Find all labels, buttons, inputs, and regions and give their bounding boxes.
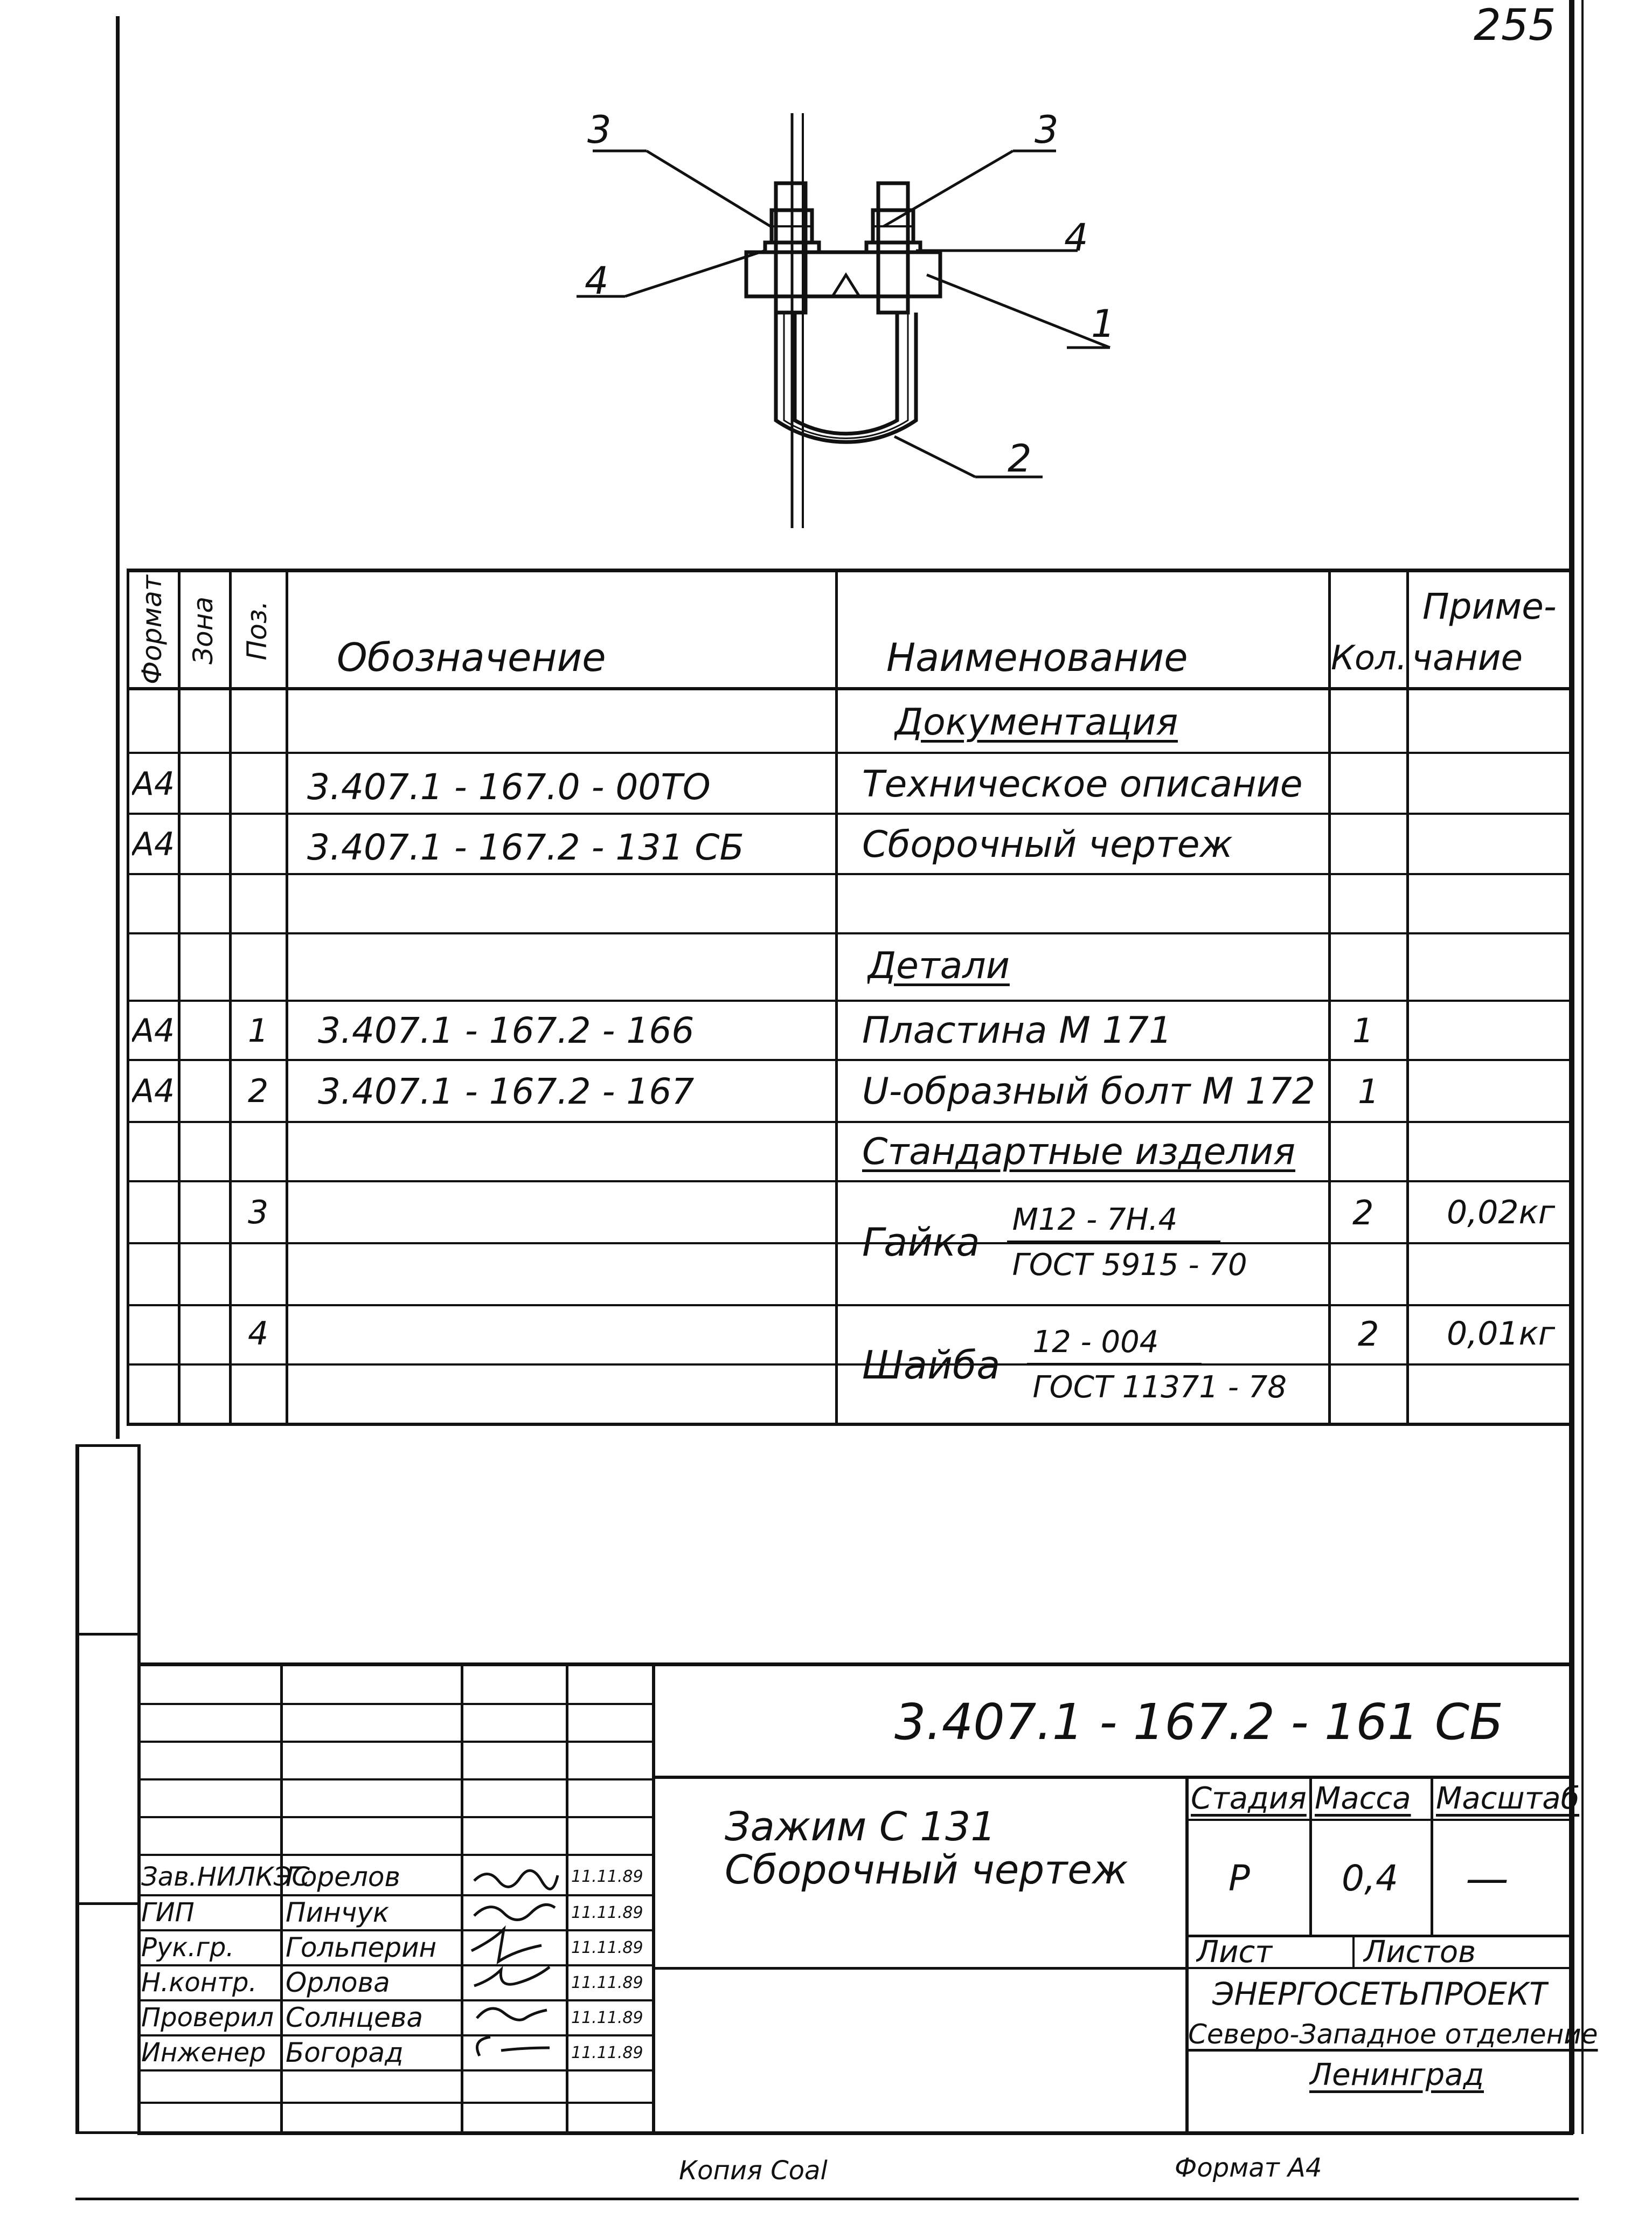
callout-3-right: 3 — [1035, 108, 1059, 152]
row1-designation: 3.407.1 - 167.0 - 00ТО — [307, 766, 711, 808]
callout-4-right: 4 — [1064, 216, 1088, 260]
callout-3-left: 3 — [587, 108, 612, 152]
header-pos: Поз. — [241, 600, 273, 661]
person-2-date: 11.11.89 — [571, 1903, 643, 1922]
row1-format: А4 — [132, 765, 175, 803]
row5-spec-top: М12 - 7Н.4 — [1007, 1202, 1221, 1243]
row3-qty: 1 — [1352, 1011, 1374, 1050]
person-4-name: Орлова — [286, 1967, 390, 1998]
person-5-date: 11.11.89 — [571, 2008, 643, 2027]
scale-value: — — [1466, 1853, 1509, 1903]
callout-1: 1 — [1091, 302, 1115, 346]
header-note-1: Приме- — [1422, 585, 1557, 627]
row3-pos: 1 — [248, 1011, 269, 1050]
person-6-role: Инженер — [141, 2038, 266, 2068]
org-line-1: ЭНЕРГОСЕТЬПРОЕКТ — [1212, 1976, 1549, 2012]
row6-spec-bottom: ГОСТ 11371 - 78 — [1032, 1370, 1287, 1405]
signatures — [463, 1856, 566, 2072]
row6-note: 0,01кг — [1447, 1315, 1556, 1353]
row5-spec-bottom: ГОСТ 5915 - 70 — [1012, 1247, 1247, 1283]
row5-name-text: Гайка — [862, 1220, 980, 1265]
sheet-label: Лист — [1196, 1937, 1273, 1967]
header-designation: Обозначение — [337, 635, 606, 680]
header-format: Формат — [136, 575, 168, 684]
row4-qty: 1 — [1358, 1071, 1379, 1111]
person-6-date: 11.11.89 — [571, 2043, 643, 2062]
header-name: Наименование — [886, 635, 1188, 680]
person-4-date: 11.11.89 — [571, 1973, 643, 1992]
person-2-name: Пинчук — [286, 1897, 390, 1928]
person-3-name: Гольперин — [286, 1932, 437, 1963]
mass-label: Масса — [1315, 1781, 1411, 1816]
callout-2: 2 — [1008, 437, 1032, 481]
person-2-role: ГИП — [141, 1897, 195, 1928]
row6-pos: 4 — [248, 1315, 269, 1353]
sheets-label: Листов — [1363, 1937, 1476, 1967]
person-3-date: 11.11.89 — [571, 1938, 643, 1957]
row6-spec — [1027, 1325, 1287, 1405]
page-number: 255 — [1474, 0, 1556, 50]
person-5-role: Проверил — [141, 2003, 274, 2033]
footer-format: Формат А4 — [1175, 2153, 1322, 2183]
row3-format: А4 — [132, 1011, 175, 1050]
row2-designation: 3.407.1 - 167.2 - 131 СБ — [307, 826, 744, 868]
row2-name: Сборочный чертеж — [862, 823, 1233, 866]
row1-name: Техническое описание — [862, 763, 1303, 806]
frame-bottom — [75, 2198, 1579, 2200]
title-line-1: Зажим С 131 — [725, 1805, 996, 1848]
person-1-date: 11.11.89 — [571, 1867, 643, 1886]
person-3-role: Рук.гр. — [141, 1932, 234, 1963]
row2-format: А4 — [132, 826, 175, 863]
row5-name — [862, 1183, 1247, 1301]
row4-name: U-образный болт М 172 — [862, 1070, 1316, 1113]
org-line-3: Ленинград — [1309, 2057, 1484, 2093]
person-6-name: Богорад — [286, 2037, 404, 2068]
scale-label: Масштаб — [1436, 1781, 1580, 1816]
title-line-2: Сборочный чертеж — [725, 1848, 1128, 1892]
org-line-2: Северо-Западное отделение — [1188, 2019, 1598, 2050]
section-documentation: Документация — [894, 701, 1178, 744]
row6-name-text: Шайба — [862, 1342, 1001, 1388]
row5-spec — [1007, 1202, 1247, 1283]
row4-format: А4 — [132, 1072, 175, 1110]
row3-designation: 3.407.1 - 167.2 - 166 — [318, 1010, 695, 1051]
section-details: Детали — [867, 945, 1010, 987]
row3-name: Пластина М 171 — [862, 1009, 1172, 1052]
row6-name — [862, 1307, 1287, 1423]
footer-copy: Копия Coal — [679, 2156, 828, 2186]
person-5-name: Солнцева — [286, 2002, 424, 2033]
frame-right-outer — [1581, 0, 1584, 2134]
row6-spec-top: 12 - 004 — [1027, 1325, 1202, 1366]
header-note-2: чание — [1412, 636, 1523, 678]
header-zone: Зона — [188, 597, 219, 664]
callout-leaders — [539, 97, 1132, 544]
stage-value: Р — [1228, 1857, 1250, 1899]
header-qty: Кол. — [1331, 638, 1407, 677]
row5-qty: 2 — [1352, 1193, 1374, 1232]
stage-label: Стадия — [1191, 1781, 1307, 1816]
doc-number: 3.407.1 - 167.2 - 161 СБ — [894, 1693, 1504, 1751]
callout-4-left: 4 — [585, 259, 609, 303]
row6-qty: 2 — [1358, 1314, 1379, 1354]
row4-pos: 2 — [248, 1072, 269, 1110]
row5-note: 0,02кг — [1447, 1194, 1556, 1231]
person-1-name: Горелов — [286, 1861, 400, 1893]
person-1-role: Зав.НИЛКЭС — [141, 1861, 310, 1892]
mass-value: 0,4 — [1342, 1857, 1398, 1899]
row5-pos: 3 — [248, 1194, 269, 1231]
section-standard: Стандартные изделия — [862, 1131, 1296, 1173]
frame-left — [116, 16, 120, 1439]
row4-designation: 3.407.1 - 167.2 - 167 — [318, 1070, 695, 1112]
person-4-role: Н.контр. — [141, 1967, 257, 1998]
